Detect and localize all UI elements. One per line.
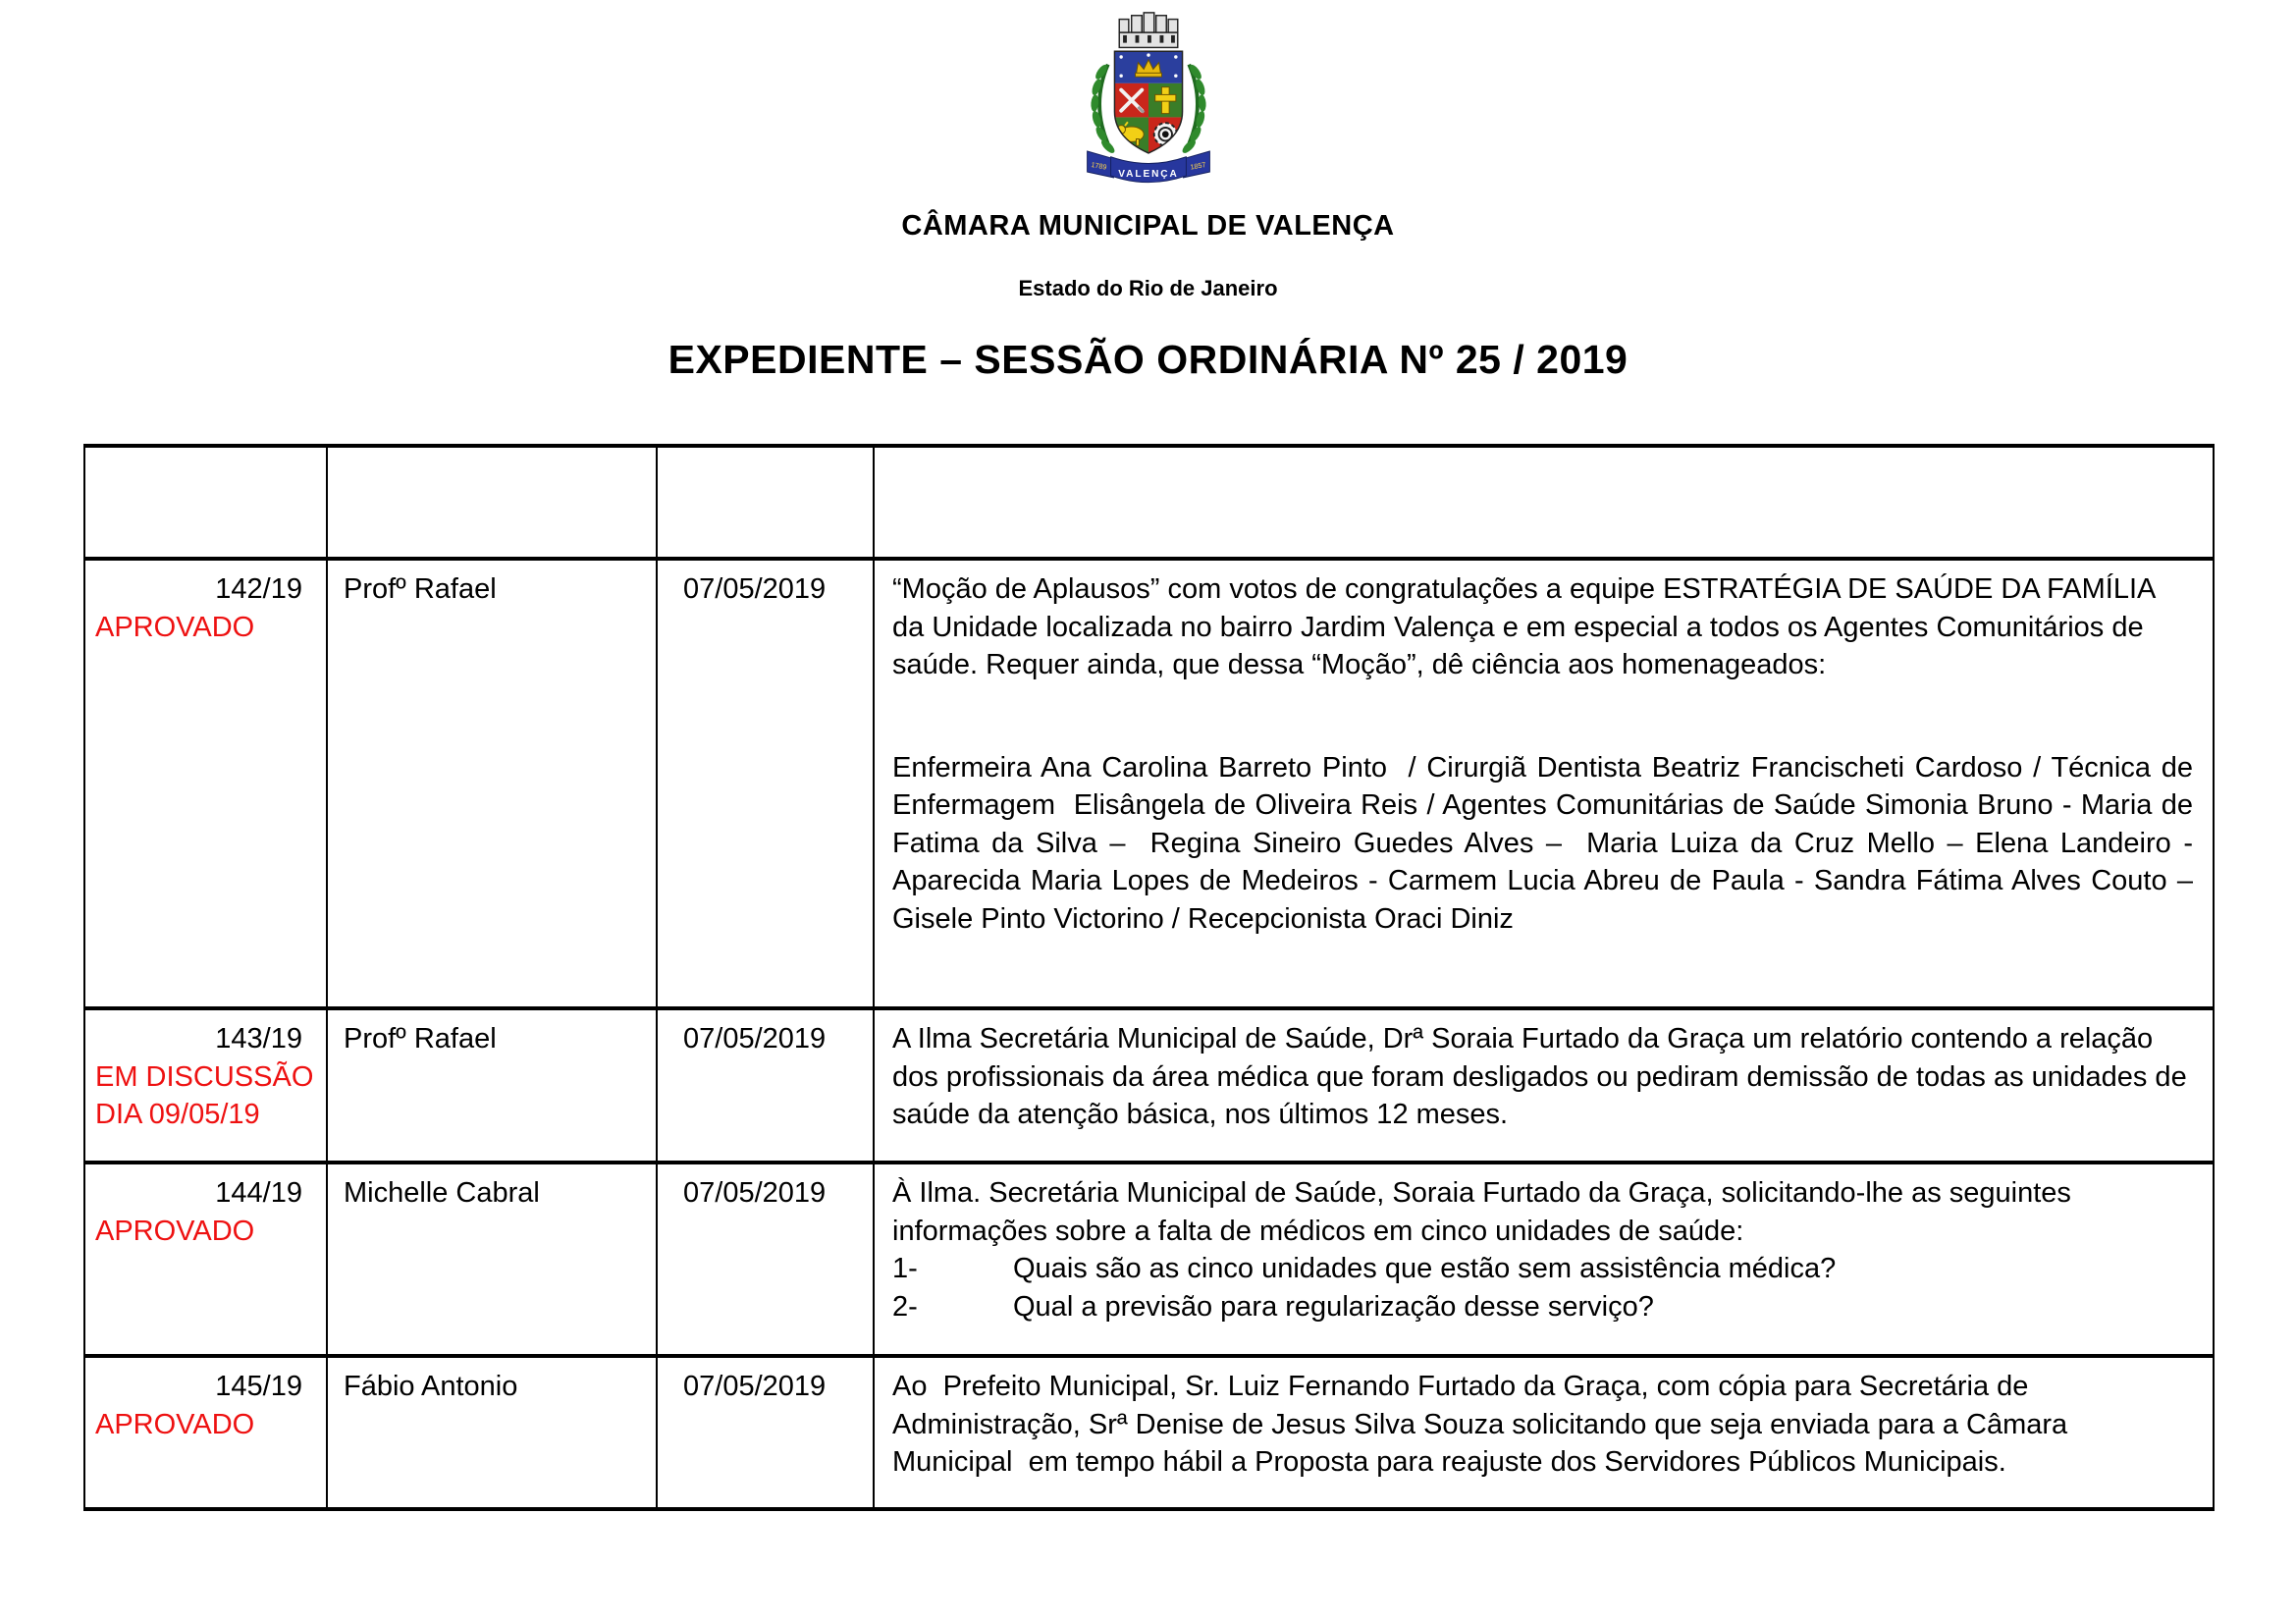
list-item-marker: 2-	[892, 1290, 918, 1323]
description-cell	[874, 1008, 2214, 1163]
table-row	[84, 559, 2214, 1008]
description-cell	[874, 559, 2214, 1008]
author-cell: Profº Rafael	[327, 1008, 657, 1163]
author-cell: Fábio Antonio	[327, 1356, 657, 1509]
status-text	[95, 1406, 326, 1444]
status-line: APROVADO	[95, 611, 255, 643]
organization-name: CÂMARA MUNICIPAL DE VALENÇA	[901, 210, 1395, 242]
table-body	[84, 559, 2214, 1509]
description-cell	[874, 1163, 2214, 1356]
description-paragraph: A Ilma Secretária Municipal de Saúde, Drª Soraia Furtado da Graça um relatório contendo a relação dos profissionais da área médica que foram desligados ou pediram demissão de todas as unidades de saúde da atenção básica, nos últimos 12 meses.	[892, 1023, 2195, 1130]
date-cell: 07/05/2019	[657, 1163, 874, 1356]
date-cell: 07/05/2019	[657, 559, 874, 1008]
session-table	[83, 444, 2215, 1511]
number-cell	[84, 1008, 327, 1163]
gear	[1153, 123, 1176, 145]
coat-of-arms-icon	[1055, 10, 1242, 198]
item-number: 144/19	[215, 1177, 302, 1209]
header-cell-description	[874, 446, 2214, 559]
status-text	[95, 1213, 326, 1251]
description-list-item	[892, 1250, 2193, 1288]
list-item-marker: 1-	[892, 1253, 918, 1284]
ribbon-name: VALENÇA	[1117, 168, 1179, 180]
state-name: Estado do Rio de Janeiro	[1018, 276, 1278, 300]
status-line: APROVADO	[95, 1408, 255, 1440]
description-paragraph: À Ilma. Secretária Municipal de Saúde, Soraia Furtado da Graça, solicitando-lhe as seguintes informações sobre a falta de médicos em cinco unidades de saúde:	[892, 1177, 2079, 1247]
description-list-item	[892, 1288, 2193, 1326]
ribbon-year-right: 1857	[1189, 159, 1206, 172]
status-line: EM DISCUSSÃO	[95, 1060, 314, 1093]
description-paragraph: Ao Prefeito Municipal, Sr. Luiz Fernando Furtado da Graça, com cópia para Secretária de Administração, Srª Denise de Jesus Silva Souza solicitando que seja enviada para a Câmara Municipal em tempo hábil a Proposta para reajuste dos Servidores Públicos Municipais.	[892, 1371, 2076, 1478]
status-text	[95, 609, 326, 647]
author-cell: Michelle Cabral	[327, 1163, 657, 1356]
list-item-text: Quais são as cinco unidades que estão sem assistência médica?	[1013, 1253, 1837, 1284]
date-cell: 07/05/2019	[657, 1008, 874, 1163]
item-number: 142/19	[215, 573, 302, 605]
item-number: 143/19	[215, 1023, 302, 1055]
ribbon	[1087, 151, 1209, 183]
table-row	[84, 1163, 2214, 1356]
description-paragraph: “Moção de Aplausos” com votos de congratulações a equipe ESTRATÉGIA DE SAÚDE DA FAMÍLIA da Unidade localizada no bairro Jardim Valença e em especial a todos os Agentes Comunitários de saúde. Requer ainda, que dessa “Moção”, dê ciência aos homenageados:	[892, 573, 2170, 680]
description-cell	[874, 1356, 2214, 1509]
page-title: EXPEDIENTE – SESSÃO ORDINÁRIA Nº 25 / 2019	[667, 337, 1629, 382]
table-header-row	[84, 446, 2214, 559]
status-line: DIA 09/05/19	[95, 1099, 260, 1130]
number-cell	[84, 1163, 327, 1356]
list-item-text: Qual a previsão para regularização desse serviço?	[1013, 1290, 1654, 1323]
ribbon-year-left: 1789	[1090, 159, 1107, 172]
table-row	[84, 1008, 2214, 1163]
date-cell: 07/05/2019	[657, 1356, 874, 1509]
table-row	[84, 1356, 2214, 1509]
header-cell-author	[327, 446, 657, 559]
description-paragraph: Enfermeira Ana Carolina Barreto Pinto / Cirurgiã Dentista Beatriz Francischeti Cardoso / Técnica de Enfermagem Elisângela de Oliveira Reis / Agentes Comunitárias de Saúde Simonia Bruno - Maria de Fatima da Silva – Regina Sineiro Guedes Alves – Maria Luiza da Cruz Mello – Elena Landeiro - Aparecida Maria Lopes de Medeiros - Carmem Lucia Abreu de Paula - Sandra Fátima Alves Couto – Gisele Pinto Victorino / Recepcionista Oraci Diniz	[892, 751, 2202, 935]
header-cell-date	[657, 446, 874, 559]
number-cell	[84, 1356, 327, 1509]
status-line: APROVADO	[95, 1215, 255, 1247]
number-cell	[84, 559, 327, 1008]
header-cell-number	[84, 446, 327, 559]
item-number: 145/19	[215, 1371, 302, 1402]
status-text	[95, 1058, 326, 1134]
author-cell: Profº Rafael	[327, 559, 657, 1008]
page-header	[0, 10, 2296, 383]
mural-crown	[1119, 13, 1178, 48]
